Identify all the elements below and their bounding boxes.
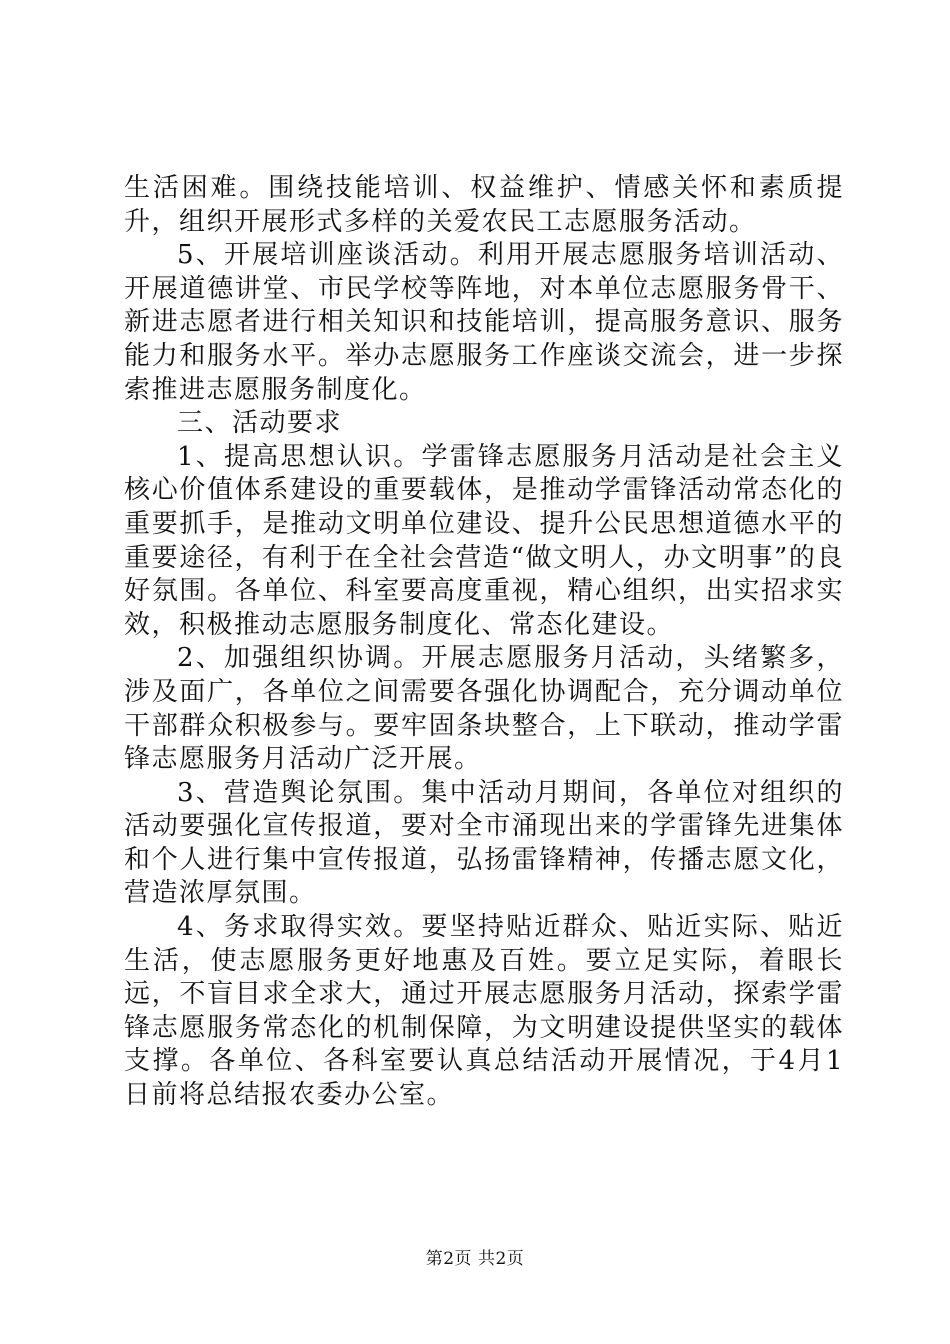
paragraph-requirement-1: 1、提高思想认识。学雷锋志愿服务月活动是社会主义核心价值体系建设的重要载体，是推动学雷锋活动常态化的重要抓手，是推动文明单位建设、提升公民思想道德水平的重要途径，有利于在全社会营造“做文明人，办文明事”的良好氛围。各单位、科室要高度重视，精心组织，出实招求实效，积极推动志愿服务制度化、常态化建设。 bbox=[124, 441, 844, 640]
paragraph-requirement-2: 2、加强组织协调。开展志愿服务月活动，头绪繁多，涉及面广，各单位之间需要各强化协调配合，充分调动单位干部群众积极参与。要牢固条块整合，上下联动，推动学雷锋志愿服务月活动广泛开展。 bbox=[124, 643, 844, 775]
document-body bbox=[124, 172, 844, 1113]
paragraph-continuation: 生活困难。围绕技能培训、权益维护、情感关怀和素质提升，组织开展形式多样的关爱农民工志愿服务活动。 bbox=[124, 173, 844, 237]
paragraph-item-5: 5、开展培训座谈活动。利用开展志愿服务培训活动、开展道德讲堂、市民学校等阵地，对本单位志愿服务骨干、新进志愿者进行相关知识和技能培训，提高服务意识、服务能力和服务水平。举办志愿服务工作座谈交流会，进一步探索推进志愿服务制度化。 bbox=[124, 240, 844, 405]
section-heading-requirements: 三、活动要求 bbox=[177, 408, 343, 439]
paragraph-requirement-4: 4、务求取得实效。要坚持贴近群众、贴近实际、贴近生活，使志愿服务更好地惠及百姓。要立足实际，着眼长远，不盲目求全求大，通过开展志愿服务月活动，探索学雷锋志愿服务常态化的机制保障，为文明建设提供坚实的载体支撑。各单位、各科室要认真总结活动开展情况，于4月1日前将总结报农委办公室。 bbox=[124, 912, 844, 1111]
page-footer: 第2页 共2页 bbox=[425, 1249, 525, 1269]
paragraph-requirement-3: 3、营造舆论氛围。集中活动月期间，各单位对组织的活动要强化宣传报道，要对全市涌现出来的学雷锋先进集体和个人进行集中宣传报道，弘扬雷锋精神，传播志愿文化，营造浓厚氛围。 bbox=[124, 777, 844, 909]
